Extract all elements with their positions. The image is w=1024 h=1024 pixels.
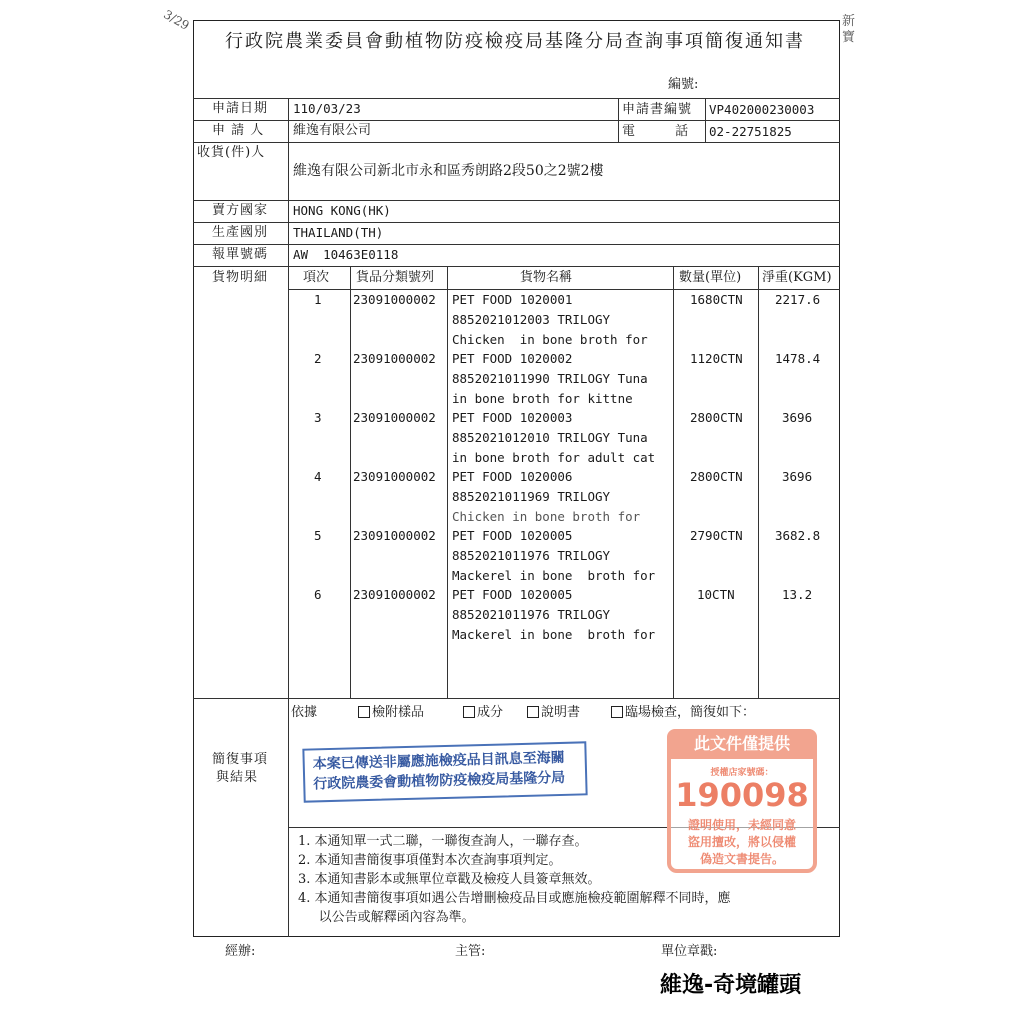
applicant-label: 申 請 人 <box>212 123 265 138</box>
origin-label: 生產國別 <box>212 225 269 240</box>
watermark-line-3: 偽造文書提告。 <box>699 852 784 866</box>
row-4-qty: 2800CTN <box>690 469 743 484</box>
watermark-line-2: 盜用擅改，將以侵權 <box>687 835 796 849</box>
row-2-weight: 1478.4 <box>775 351 821 366</box>
app-no-value: VP402000230003 <box>709 102 815 117</box>
note-4: 4. 本通知書簡復事項如遇公告增刪檢疫品目或應施檢疫範圍解釋不同時，應 <box>298 891 731 906</box>
row-2-name-1: PET FOOD 1020002 <box>452 351 573 366</box>
row-2-name-2: 8852021011990 TRILOGY Tuna <box>452 371 648 386</box>
watermark-code: 190098 <box>675 776 809 814</box>
row-5-name-2: 8852021011976 TRILOGY <box>452 548 611 563</box>
note-4-cont: 以公告或解釋函內容為準。 <box>298 910 475 925</box>
col-header-no: 項次 <box>303 270 330 285</box>
note-2: 2. 本通知書簡復事項僅對本次查詢事項判定。 <box>298 853 562 868</box>
declaration-value: AW 10463E0118 <box>293 247 399 262</box>
watermark-line-1: 證明使用，未經同意 <box>687 818 796 832</box>
option-inspection: 臨場檢查，簡復如下： <box>611 705 755 721</box>
row-1-no: 1 <box>314 292 322 307</box>
receiver-value: 維逸有限公司新北市永和區秀朗路2段50之2號2樓 <box>293 163 604 179</box>
row-6-name-3: Mackerel in bone broth for <box>452 627 656 642</box>
apply-date-label: 申請日期 <box>212 101 269 116</box>
row-4-no: 4 <box>314 469 322 484</box>
applicant-value: 維逸有限公司 <box>293 123 372 138</box>
stamp-line-2: 行政院農委會動植物防疫檢疫局基隆分局 <box>313 769 566 793</box>
handler-label: 經辦: <box>225 944 256 959</box>
margin-note-left: 3/29 <box>161 7 192 33</box>
row-4-name-3: Chicken in bone broth for <box>452 509 641 524</box>
watermark-head: 此文件僅提供 <box>667 729 817 759</box>
apply-date-value: 110/03/23 <box>293 101 361 116</box>
stamp-line-1: 本案已傳送非屬應施檢疫品目訊息至海關 <box>312 749 565 773</box>
app-no-label: 申請書編號 <box>622 102 693 117</box>
declaration-label: 報單號碼 <box>212 247 269 262</box>
row-4-weight: 3696 <box>782 469 813 484</box>
option-sample: 檢附樣品 <box>358 705 424 721</box>
row-3-name-1: PET FOOD 1020003 <box>452 410 573 425</box>
checkbox-inspection <box>611 706 623 718</box>
margin-note-right: 新 寶 <box>842 14 856 45</box>
row-1-name-2: 8852021012003 TRILOGY <box>452 312 611 327</box>
col-header-code: 貨品分類號列 <box>356 270 435 285</box>
phone-value: 02-22751825 <box>709 124 792 139</box>
basis-label: 依據 <box>291 705 318 720</box>
row-2-qty: 1120CTN <box>690 351 743 366</box>
row-2-code: 23091000002 <box>353 351 436 366</box>
row-6-weight: 13.2 <box>782 587 813 602</box>
row-1-name-3: Chicken in bone broth for <box>452 332 648 347</box>
reply-section-label-2: 與結果 <box>216 770 259 785</box>
option-manual: 說明書 <box>527 705 580 721</box>
row-1-qty: 1680CTN <box>690 292 743 307</box>
row-3-name-3: in bone broth for adult cat <box>452 450 656 465</box>
quarantine-stamp <box>302 741 587 802</box>
goods-section-label: 貨物明細 <box>212 270 269 285</box>
row-6-no: 6 <box>314 587 322 602</box>
note-1: 1. 本通知單一式二聯，一聯復查詢人，一聯存查。 <box>298 834 588 849</box>
row-4-name-2: 8852021011969 TRILOGY <box>452 489 611 504</box>
note-3: 3. 本通知書影本或無單位章戳及檢疫人員簽章無效。 <box>298 872 601 887</box>
row-4-name-1: PET FOOD 1020006 <box>452 469 573 484</box>
col-header-weight: 淨重(KGM) <box>762 270 832 285</box>
row-6-name-2: 8852021011976 TRILOGY <box>452 607 611 622</box>
brand-caption: 維逸-奇境罐頭 <box>660 973 802 998</box>
checkbox-ingredients <box>463 706 475 718</box>
watermark-sub: 授權店家號碼： <box>710 768 774 778</box>
row-6-qty: 10CTN <box>697 587 735 602</box>
origin-value: THAILAND(TH) <box>293 225 384 240</box>
row-3-qty: 2800CTN <box>690 410 743 425</box>
phone-label: 電 話 <box>622 124 707 139</box>
row-1-name-1: PET FOOD 1020001 <box>452 292 573 307</box>
row-6-code: 23091000002 <box>353 587 436 602</box>
row-5-weight: 3682.8 <box>775 528 821 543</box>
supervisor-label: 主管: <box>455 944 486 959</box>
unit-stamp-label: 單位章戳: <box>661 944 718 959</box>
row-3-no: 3 <box>314 410 322 425</box>
seller-country-label: 賣方國家 <box>212 203 269 218</box>
col-header-qty: 數量(單位) <box>679 270 742 285</box>
row-6-name-1: PET FOOD 1020005 <box>452 587 573 602</box>
row-3-weight: 3696 <box>782 410 813 425</box>
row-5-code: 23091000002 <box>353 528 436 543</box>
number-label: 編號: <box>668 77 699 92</box>
col-header-name: 貨物名稱 <box>520 270 573 285</box>
reply-section-label-1: 簡復事項 <box>212 752 269 767</box>
row-1-weight: 2217.6 <box>775 292 821 307</box>
checkbox-sample <box>358 706 370 718</box>
row-3-code: 23091000002 <box>353 410 436 425</box>
row-4-code: 23091000002 <box>353 469 436 484</box>
authorization-watermark <box>667 729 817 873</box>
option-ingredients: 成分 <box>463 705 503 721</box>
row-5-no: 5 <box>314 528 322 543</box>
form-title: 行政院農業委員會動植物防疫檢疫局基隆分局查詢事項簡復通知書 <box>225 31 805 52</box>
row-2-no: 2 <box>314 351 322 366</box>
row-3-name-2: 8852021012010 TRILOGY Tuna <box>452 430 648 445</box>
row-5-name-3: Mackerel in bone broth for <box>452 568 656 583</box>
row-2-name-3: in bone broth for kittne <box>452 391 633 406</box>
receiver-label: 收貨(件)人 <box>197 145 266 160</box>
row-1-code: 23091000002 <box>353 292 436 307</box>
seller-country-value: HONG KONG(HK) <box>293 203 391 218</box>
checkbox-manual <box>527 706 539 718</box>
row-5-qty: 2790CTN <box>690 528 743 543</box>
row-5-name-1: PET FOOD 1020005 <box>452 528 573 543</box>
